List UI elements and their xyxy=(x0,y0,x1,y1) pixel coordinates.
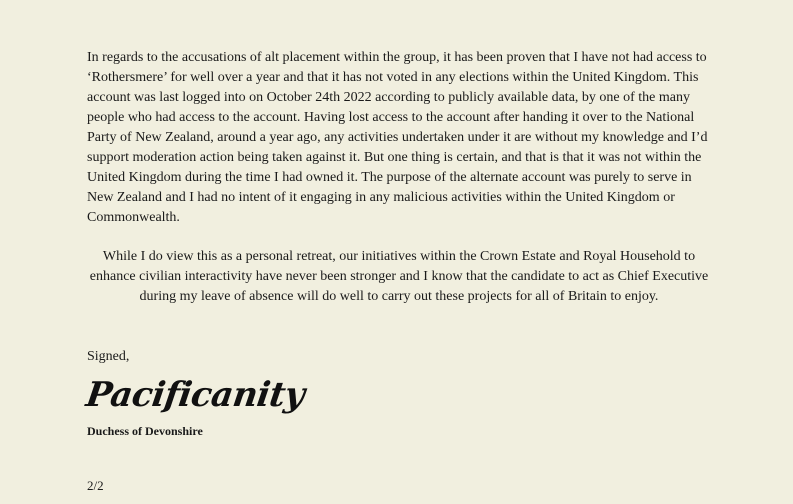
svg-text:Pacificanity: Pacificanity xyxy=(83,375,307,415)
handwritten-signature xyxy=(83,370,307,420)
page-number: 2/2 xyxy=(87,478,104,493)
body-paragraph-alt-account: In regards to the accusations of alt placement within the group, it has been proven that I have not had access to ‘Rothersmere’ for well over a year and that it has not voted in any elections within the United Kingdom. This account was last logged into on October 24th 2022 according to publicly available data, by one of the many people who had access to the account. Having lost access to the account after handing it over to the National Party of New Zealand, around a year ago, any activities undertaken under it are without my knowledge and I’d support moderation action being taken against it. But one thing is certain, and that is that it was not within the United Kingdom during the time I had owned it. The purpose of the alternate account was purely to serve in New Zealand and I had no intent of it engaging in any malicious activities within the United Kingdom or Commonwealth. xyxy=(87,50,708,225)
body-paragraph-personal-retreat: While I do view this as a personal retreat, our initiatives within the Crown Estate and Royal Household to enhance civilian interactivity have never been stronger and I know that the candidate to act as Chief Executive during my leave of absence will do well to carry out these projects for all of Britain to enjoy. xyxy=(89,249,709,304)
closing-signed: Signed, xyxy=(87,349,130,364)
signatory-title: Duchess of Devonshire xyxy=(87,424,203,438)
